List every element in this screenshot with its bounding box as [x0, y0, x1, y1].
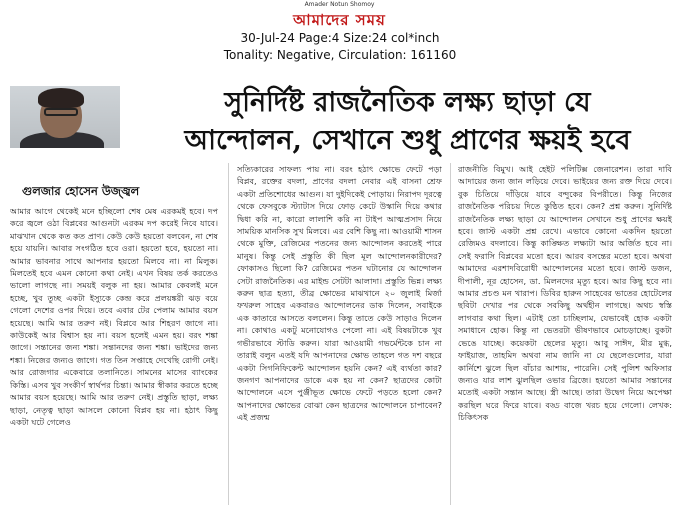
newspaper-masthead: [0, 0, 679, 30]
clipping-tonality-circulation: Tonality: Negative, Circulation: 161160: [223, 48, 457, 62]
headline-line-1: সুনির্দিষ্ট রাজনৈতিক লক্ষ্য ছাড়া যে: [224, 87, 591, 118]
column-divider: [228, 163, 229, 505]
author-photo: [10, 86, 120, 148]
author-byline: গুলজার হোসেন উজ্জ্বল: [22, 184, 140, 198]
column-divider: [450, 163, 451, 505]
headline-line-2: আন্দোলন, সেখানে শুধু প্রাণের ক্ষয়ই হবে: [184, 125, 631, 156]
clipping-date-page: 30-Jul-24 Page:4 Size:24 col*inch: [240, 31, 440, 45]
masthead-tagline: Amader Notun Shomoy: [304, 1, 375, 8]
clipping-info: [190, 30, 490, 64]
masthead-name: আমাদের সময়: [293, 11, 386, 29]
article-headline: [140, 84, 675, 160]
article-column-3: রাজনীতি বিমুখ। আই হেইট পলিটিক্স জেনারেশন। তারা দাবি আদায়ের জন্য জান লড়িয়ে দেবে। ভাইয়ের জন্য রক্ত দিয়ে দেবে। বুক চিতিয়ে দাঁড়িয়ে যাবে বন্দুকের বিপরীতে। কিন্তু নিজের রাজনৈতিক পরিচয় দিতে কুণ্ঠিত হবে। কেন? প্রশ্ন করুন। সুনির্দিষ্ট রাজনৈতিক লক্ষ্য ছাড়া যে আন্দোলন সেখানে শুধু প্রাণের ক্ষয়ই হবে। জাস্ট একটা প্রশ্ন রেখে। এভাবে কোনো একদিন হয়তো রেজিমও বদলাবে। কিন্তু কাঙ্ক্ষিত লক্ষ্যটা আর অর্জিত হবে না। সেই ফরাসি বিপ্লবের মতো হবে। আরব বসন্তের মতো হবে। অথবা আমাদের এরশাদবিরোধী আন্দোলনের মতো হবে। জাস্ট ডজন, দীপালী, নূর হোসেন, ডা. মিলনদের মৃত্যু হবে। আর কিছু হবে না। আমার প্রচণ্ড মন খারাপ। ডিবির হারুন সাহেবের ভাতের হোটেলের ছবিটা দেখার পর থেকে সবকিছু অর্থহীন লাগছে। অথচ স্বস্তি লাগবার কথা ছিল। এটাই তো চাচ্ছিলাম, যেভাবেই হোক একটা সমাধানে হোক। কিন্তু না ভেতরটা ভীষণভাবে মোচড়াচ্ছে। বুকটা ভেঙে যাচ্ছে। কয়েকটা ছেলের মৃত্যু। আবু সাঈদ, মীর মুগ্ধ, ফাইয়াজ, তাহমিদ অথবা নাম জানি না যে ছেলেগুলোর, যারা কার্নিশে ঝুলে ছিল বাঁচার আশায়, পারেনি। সেই পুলিশ অফিসার জন্যও যার লাশ ঝুলছিল ওভার ব্রিজে। হয়তো আমার সন্তানের মতোই একটা সন্তান আছে। স্ত্রী আছে। তারা উদ্বেগ নিয়ে অপেক্ষা করছিল ঘরে ফিরে যাবে। বড্ড বাজে খরচ হয়ে গেলো। লেখক: চিকিৎসক: [458, 164, 672, 423]
article-column-2: সত্যিকারের সাফল্য পায় না। বরং হঠাৎ ক্ষোভে ফেটে পড়া বিপ্লব, রক্তের বদলা, প্রাণের বদলা নেবার এই বাসনা শ্রেফ একটা প্রতিশোধের আগুন। যা দুইদিকেই পোড়ায়। নিরাপদ দূরত্বে থেকে ফেসবুকে স্ট্যাটাস দিয়ে ফোড় কেটে উস্কানি দিয়ে কথার দ্বিধা করি না, কারো লালাশি করি না টাইপ আত্মপ্রসাদ নিয়ে সাময়িক মানসিক সুখ মিলবে। এর বেশি কিছু না। আওয়ামী শাসন থেকে মুক্তি, রেজিমের পতনের জন্য আন্দোলন করতেই পারে মানুষ। কিন্তু সেই প্রস্তুতি কী ছিল মূল আন্দোলনকারীদের? ফোকাসও ছিলো কি? রেজিমের পতন ঘটানোর যে আন্দোলন সেটা রাজনৈতিক। এর মাইন্ড সেটটা আলাদা। প্রস্তুতি ভিন্ন। লক্ষ্য করুন ছাত্র হত্যা, তীব্র ক্ষোভের মাঝখানে ২০ জুলাই মির্জা ফখরুল সাহেব একবারও আন্দোলনের ডাক দিলেন, সবাইকে এক কাতারে আসতে বললেন। কিন্তু তাতে কেউ সাড়াও দিলেন না। কোথাও একটু মনোযোগও পেলো না। এই বিষয়টাকে খুব গভীরভাবে স্টাডি করুন। যারা আওয়ামী গভর্মেন্টকে চান না তারাই বলুন এতই যদি আপনাদের ক্ষোভ তাহলে গত দশ বছরে একটা সিগনিফিকেন্ট আন্দোলন হয়নি কেন? এই ব্যর্থতা কার? জনগণ আপনাদের ডাকে এক হয় না কেন? ছাত্রদের কোটা আন্দোলনে এসে পুঞ্জীভূত ক্ষোভে ফেটে পড়তে হলো কেন? আপনাদের ক্ষোভের বোঝা কেন ছাত্রদের আন্দোলনে চাপাবেন? এই প্রজন্ম: [237, 164, 442, 423]
article-column-1: আমার আগে থেকেই মনে হচ্ছিলো শেষ মেষ এরকমই হবে। দপ করে জ্বলে ওঠা বিপ্লবের আগুনটা এরকম দপ করেই নিবে যাবে। মাঝখান থেকে কত কত প্রাণ। কেউ কেউ হয়তো বলবেন, না শেষ হয়ে যায়নি। আবার সংগঠিত হবে ওরা। হয়তো হবে, হয়তো না। আমার ভাবনার সাথে আপনার হয়তো মিলবে না। না মিলুক। মিলতেই হবে এমন কোনো কথা নেই। এখন বিষয় তর্ক করতেও ভালো লাগছে না। সময়ই বলুক না হয়। আমার কেবলই মনে হচ্ছে, খুব তুচ্ছ একটা ইস্যুকে কেন্দ্র করে প্রলয়ঙ্করী ঝড় বয়ে গেলো দেশের ওপর দিয়ে। তবে এবার টের পেলাম আমার বয়স হয়েছে। আমি আর তরুণ নই। বিপ্লবে আর শিহরণ জাগে না। কাউকেই আর বিশ্বাস হয় না। বয়স হলেই এমন হয়। বরং শঙ্কা জাগে। সন্তানের জন্য শঙ্কা। সন্তানদের জন্য শঙ্কা। ভাইদের জন্য শঙ্কা। নিজের জন্যও জাগে। গত তিন সপ্তাহে দেখেছি রোগী নেই। আর রোজগার একেবারে তলানিতে। সামনের মাসের ব্যাংকের কিস্তি। এসব খুব সংকীর্ণ স্বার্থপর চিন্তা। আমার স্বীকার করতে হচ্ছে আমার বয়স হয়েছে। আমি আর তরুণ নেই। প্রস্তুতি ছাড়া, লক্ষ্য ছাড়া, নেতৃত্ব ছাড়া আসলে কোনো বিপ্লব হয় না। হঠাৎ কিছু একটা ঘটে গেলেও: [10, 206, 218, 427]
